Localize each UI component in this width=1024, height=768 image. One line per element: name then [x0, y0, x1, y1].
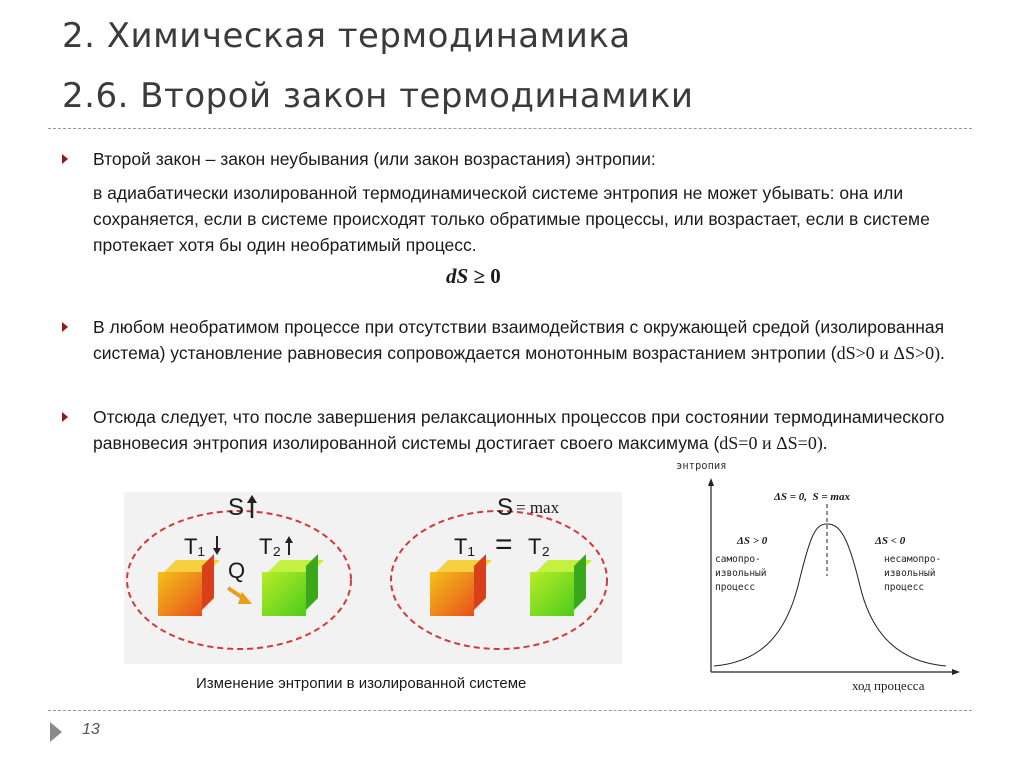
hot-cube-right — [430, 560, 476, 606]
x-axis-arrowhead — [952, 669, 960, 675]
footer-divider — [48, 710, 972, 711]
right-entropy-label: S — [497, 494, 514, 521]
left-process-line1: самопро- — [715, 554, 761, 565]
illustration-caption: Изменение энтропии в изолированной системе — [196, 675, 527, 692]
left-t1-label: T₁ — [184, 534, 205, 559]
slide-title-line1: 2. Химическая термодинамика — [62, 16, 631, 56]
cold-cube-right — [530, 560, 576, 606]
left-condition-label: ΔS > 0 — [737, 535, 768, 547]
heat-q-label: Q — [228, 558, 246, 583]
bullet-1-paragraph: в адиабатически изолированной термодинамической системе энтропия не может убывать: она или сохраняется, если в системе происходят только обратимые процессы, или возрастает, если в системе протекает хотя бы один необратимый процесс. — [93, 183, 930, 255]
left-entropy-label: S — [228, 494, 245, 521]
formula-lhs: dS — [446, 264, 469, 288]
bullet-2-text — [93, 314, 973, 366]
formula-operator: ≥ — [473, 264, 485, 288]
hot-cube-left — [158, 560, 204, 606]
y-axis-label: энтропия — [676, 460, 727, 472]
max-label: = max — [516, 498, 560, 517]
temperature-equals-sign: = — [495, 528, 513, 561]
right-t1-label: T₁ — [454, 534, 475, 559]
entropy-formula — [446, 264, 501, 289]
y-axis-arrowhead — [708, 478, 714, 486]
entropy-up-arrowhead — [247, 495, 257, 503]
t2-up-arrowhead — [285, 536, 293, 543]
bullet-3-body: Отсюда следует, что после завершения релаксационных процессов при состоянии термодинамического равновесия энтропия изолированной системы достигает своего максимума ( — [93, 407, 945, 453]
bullet-1-text: Второй закон – закон неубывания (или закон возрастания) энтропии: — [93, 149, 656, 169]
t1-down-arrowhead — [213, 548, 221, 555]
page-number: 13 — [82, 721, 100, 738]
bullet-2-body: В любом необратимом процессе при отсутствии взаимодействия с окружающей средой (изолированная система) установление равновесия сопровождается монотонным возрастанием энтропии ( — [93, 317, 945, 363]
bullet-icon — [62, 322, 68, 332]
bullet-2-math: dS>0 и ΔS>0). — [836, 343, 945, 363]
formula-rhs: 0 — [490, 264, 501, 288]
peak-label: ΔS = 0, S = max — [774, 491, 850, 503]
x-axis-label: ход процесса — [852, 678, 925, 693]
bullet-3-text — [93, 404, 973, 456]
right-t2-label: T₂ — [528, 534, 550, 559]
left-process-line2: извольный — [715, 568, 767, 579]
cold-cube-left — [262, 560, 308, 606]
left-process-line3: процесс — [715, 582, 756, 593]
bullet-3-math: dS=0 и ΔS=0). — [719, 433, 828, 453]
slide-title-line2: 2.6. Второй закон термодинамики — [62, 76, 694, 116]
play-triangle-icon — [50, 722, 62, 742]
right-process-line2: извольный — [884, 568, 936, 579]
right-condition-label: ΔS < 0 — [875, 535, 906, 547]
title-divider — [48, 128, 972, 129]
left-process-label — [715, 553, 766, 595]
right-process-line1: несамопро- — [884, 554, 942, 565]
bullet-icon — [62, 154, 68, 164]
left-t2-label: T₂ — [259, 534, 281, 559]
bullet-icon — [62, 412, 68, 422]
right-process-line3: процесс — [884, 582, 925, 593]
right-process-label — [884, 553, 941, 595]
